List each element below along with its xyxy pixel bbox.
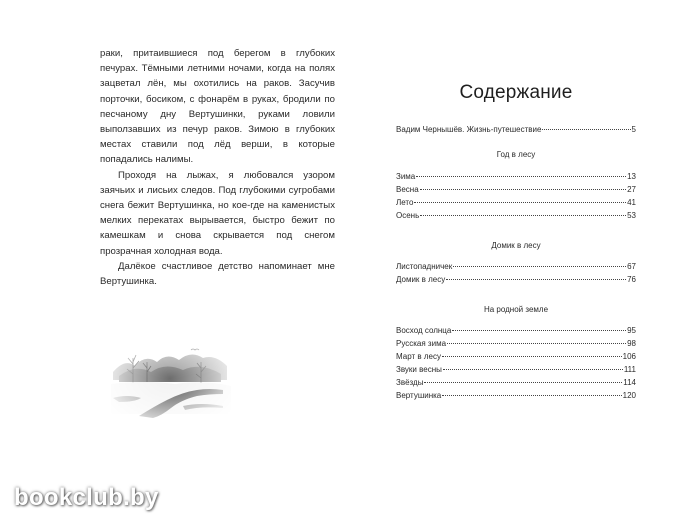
- toc-entry: [396, 260, 636, 273]
- toc-entry-title: Листопадничек: [396, 262, 453, 271]
- toc-entry-page: 98: [627, 339, 636, 348]
- dot-leader: [416, 176, 626, 177]
- toc-entry-page: 76: [627, 275, 636, 284]
- toc-entry-title: Домик в лесу: [396, 275, 446, 284]
- toc-entry: [396, 196, 636, 209]
- toc-entry-page: 13: [627, 172, 636, 181]
- dot-leader: [420, 215, 626, 216]
- toc-entry-page: 106: [622, 352, 636, 361]
- toc-entry: [396, 273, 636, 286]
- toc-entry: [396, 363, 636, 376]
- toc-section-heading: На родной земле: [483, 305, 549, 314]
- toc-entry: [396, 337, 636, 350]
- toc-section-heading: Год в лесу: [496, 150, 536, 159]
- toc-entry: [396, 183, 636, 196]
- dot-leader: [443, 369, 623, 370]
- toc-entry: [396, 350, 636, 363]
- dot-leader: [420, 189, 626, 190]
- dot-leader: [424, 382, 622, 383]
- toc-entry: [396, 389, 636, 402]
- toc-entry-title: Вертушинка: [396, 391, 442, 400]
- toc-entry-title: Лето: [396, 198, 414, 207]
- dot-leader: [442, 356, 622, 357]
- toc-entry-page: 67: [627, 262, 636, 271]
- toc-section-heading: Домик в лесу: [491, 241, 541, 250]
- toc-entry-title: Вадим Чернышёв. Жизнь-путешествие: [396, 125, 542, 134]
- toc-entry-page: 5: [631, 125, 636, 134]
- toc-entry: [396, 123, 636, 136]
- dot-leader: [452, 330, 626, 331]
- toc-entry-page: 53: [627, 211, 636, 220]
- toc-entry-title: Русская зима: [396, 339, 447, 348]
- toc-entry: [396, 209, 636, 222]
- toc-entry-title: Весна: [396, 185, 419, 194]
- dot-leader: [453, 266, 626, 267]
- dot-leader: [414, 202, 626, 203]
- paragraph: раки, притаившиеся под берегом в глубоких печурах. Тёмными летними ночами, когда на полях зацветал лён, мы охотились на раков. Засучив порточки, босиком, с фонарём в руках, бродили по песчаному дну Вертушинки, руками ловили выползавших из печур раков. Зимою в глубоких местах ставили под лёд верши, в которые попадались налимы.: [100, 48, 335, 166]
- toc-entry-page: 95: [627, 326, 636, 335]
- toc-entry-page: 114: [623, 378, 636, 387]
- toc-entry: [396, 376, 636, 389]
- toc-entry-title: Звуки весны: [396, 365, 442, 374]
- toc-entry-page: 27: [627, 185, 636, 194]
- dot-leader: [447, 343, 626, 344]
- toc-title: Содержание: [459, 82, 573, 103]
- paragraph: Далёкое счастливое детство напоминает мне Вертушинка.: [100, 260, 335, 288]
- right-page-toc: [396, 82, 636, 402]
- toc-entry-page: 120: [622, 391, 636, 400]
- watermark-logo: bookclub.by: [14, 484, 159, 511]
- dot-leader: [446, 279, 626, 280]
- toc-entry-page: 111: [623, 365, 636, 374]
- toc-entry-page: 41: [627, 198, 636, 207]
- dot-leader: [442, 395, 621, 396]
- winter-river-illustration: [105, 328, 235, 420]
- toc-entry-title: Осень: [396, 211, 420, 220]
- dot-leader: [542, 129, 630, 130]
- toc-entry-title: Зима: [396, 172, 416, 181]
- left-page: [100, 46, 335, 289]
- toc-entry-title: Звёзды: [396, 378, 424, 387]
- toc-entry-title: Восход солнца: [396, 326, 452, 335]
- toc-entry: [396, 170, 636, 183]
- toc-entry: [396, 324, 636, 337]
- toc-entry-title: Март в лесу: [396, 352, 441, 361]
- paragraph: Проходя на лыжах, я любовался узором заячьих и лисьих следов. Под глубокими сугробами снега бежит Вертушинка, но кое-где на каменистых мелких перекатах вырывается, быстро бежит по камешкам и снова скрывается под снегом прозрачная холодная вода.: [100, 169, 335, 257]
